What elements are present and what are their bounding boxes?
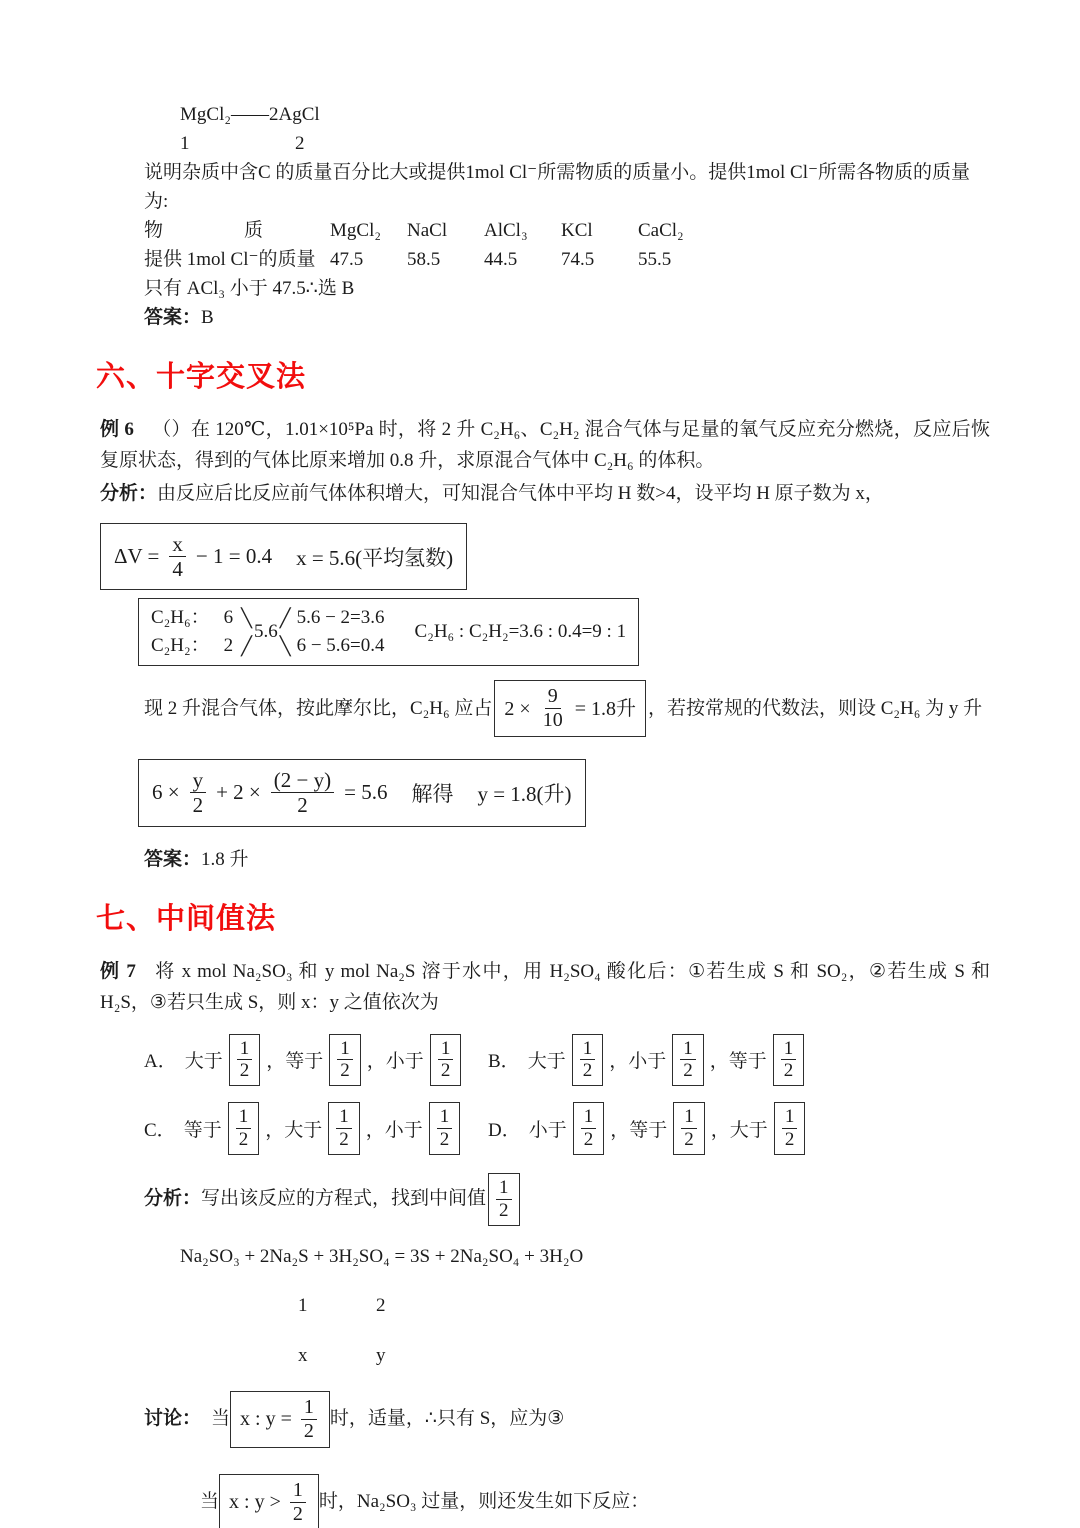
fraction-denominator: 2 [439, 1129, 450, 1151]
fraction-numerator: 1 [290, 1479, 306, 1503]
fraction-numerator: 1 [782, 1106, 798, 1129]
mass-row-label [144, 245, 330, 274]
fraction-numerator: 1 [580, 1038, 596, 1061]
half-fraction-box [673, 1102, 705, 1155]
fraction-denominator: 2 [303, 1419, 314, 1442]
fraction-denominator: 2 [340, 1060, 350, 1082]
formula-2-t4: 解得 [411, 781, 454, 806]
fraction-numerator: x [169, 532, 186, 557]
comma: ， [366, 1051, 386, 1073]
comma: ， [709, 1051, 729, 1073]
formula-2-wrapper [138, 759, 990, 826]
fraction-denominator: 10 [542, 709, 563, 732]
fraction-denominator: 4 [172, 557, 183, 582]
half-fraction-box [672, 1034, 704, 1087]
cross-differences-column [297, 604, 385, 660]
diagonal-down-icon: ╲ [241, 608, 252, 629]
half-fraction-box [488, 1173, 520, 1226]
discussion-line-2 [200, 1474, 990, 1528]
discussion-2-post: 时，Na₂SO₃ 过量，则还发生如下反应： [318, 1491, 650, 1513]
fraction-y-over-2 [190, 768, 207, 817]
option-c-label: C． [144, 1120, 176, 1142]
option-c-op3: 小于 [384, 1120, 423, 1142]
mole-box-pre: 2 × [504, 697, 531, 720]
mass-cell: 74.5 [561, 249, 595, 270]
analysis-label: 分析： [144, 1188, 202, 1210]
option-b-label: B． [488, 1051, 520, 1073]
example-7-analysis [144, 1173, 990, 1226]
mass-cell: 55.5 [638, 249, 672, 270]
fraction-1-over-2 [301, 1396, 317, 1443]
example-6-label: 例 6 [100, 419, 134, 440]
substance-cell: MgCl₂ [330, 220, 381, 241]
option-a-op3: 小于 [385, 1051, 424, 1073]
option-d-op1: 小于 [528, 1120, 567, 1142]
fraction-1-over-2 [290, 1479, 306, 1526]
substance-cell: CaCl₂ [638, 220, 684, 241]
fraction-x-over-4 [169, 532, 186, 581]
option-c-op1: 等于 [183, 1120, 222, 1142]
table-row-masses [144, 245, 990, 274]
cross-labels-column [151, 604, 210, 660]
comma: ， [609, 1051, 629, 1073]
mole-ratio-line [144, 680, 990, 737]
example-7-problem [100, 956, 990, 1018]
fraction-numerator: 1 [680, 1038, 696, 1061]
fraction-denominator: 2 [583, 1129, 594, 1151]
fraction-numerator: 1 [438, 1038, 454, 1061]
fraction-denominator: 2 [784, 1129, 795, 1151]
fraction-numerator: 1 [437, 1106, 453, 1129]
comma: ， [610, 1120, 630, 1142]
option-d-label: D． [488, 1120, 521, 1142]
option-d-op3: 大于 [729, 1120, 768, 1142]
table-row-substances [144, 216, 990, 245]
answer-value: 1.8 升 [201, 848, 249, 870]
discussion-2-pre: 当 [200, 1491, 220, 1513]
fraction-denominator: 2 [440, 1060, 451, 1082]
option-b-op3: 等于 [728, 1051, 767, 1073]
half-fraction-box [773, 1034, 805, 1087]
cross-right-diagonals [280, 604, 291, 660]
ratio-expression: x : y = [240, 1408, 292, 1431]
equation-coefficients [298, 1290, 990, 1321]
comma: ， [266, 1051, 286, 1073]
option-d-op2: 等于 [629, 1120, 668, 1142]
fraction-denominator: 2 [292, 1502, 303, 1525]
label-char-2: 质 [244, 220, 264, 241]
coef-1: 1 [180, 133, 190, 154]
mass-cell: 47.5 [330, 249, 364, 270]
discussion-1-post: 时，适量，∴只有 S，应为③ [329, 1408, 565, 1430]
variable-y: y [376, 1344, 386, 1366]
half-fraction-box [572, 1034, 604, 1087]
fraction-denominator: 2 [239, 1060, 250, 1082]
formula-2-t5: y = 1.8(升) [477, 781, 572, 806]
mass-cell: 44.5 [484, 249, 518, 270]
fraction-denominator: 2 [297, 793, 308, 818]
fraction-numerator: y [190, 768, 207, 793]
answer-label: 答案： [144, 307, 202, 328]
cross-bottom-difference: 6 − 5.6=0.4 [296, 635, 385, 657]
prev-answer-line [144, 303, 990, 332]
half-fraction-box [774, 1102, 806, 1155]
substance-cell: NaCl [407, 220, 448, 241]
diagonal-up-icon: ╱ [279, 608, 291, 629]
half-fraction-box [573, 1102, 605, 1155]
half-fraction-box [429, 1102, 461, 1155]
option-c-op2: 大于 [284, 1120, 323, 1142]
example-6-problem-text: （）在 120℃，1.01×10⁵Pa 时，将 2 升 C₂H₆、C₂H₂ 混合气体与足量的氧气反应充分燃烧，反应后恢复原状态，得到的气体比原来增加 0.8 升，求原混合气体中 C₂H₆ 的体积。 [100, 419, 990, 471]
cross-center-value: 5.6 [254, 621, 278, 643]
ratio-greater-box [219, 1474, 319, 1528]
fraction-numerator: 9 [545, 685, 561, 709]
prev-equation: MgCl₂——2AgCl [180, 104, 320, 125]
analysis-text: 由反应后比反应前气体体积增大，可知混合气体中平均 H 数>4，设平均 H 原子数为 x， [157, 483, 884, 504]
section-6-heading: 六、十字交叉法 [96, 361, 307, 393]
example-7-problem-text: 将 x mol Na₂SO₃ 和 y mol Na₂S 溶于水中，用 H₂SO₄ 酸化后：①若生成 S 和 SO₂，②若生成 S 和 H₂S，③若只生成 S，则 x：y 之值依次为 [100, 960, 990, 1013]
fraction-denominator: 2 [783, 1060, 794, 1082]
ratio-expression: x : y > [229, 1491, 281, 1514]
option-a [144, 1034, 488, 1087]
option-a-op1: 大于 [184, 1051, 223, 1073]
prev-equation-coefficients [180, 129, 990, 158]
variable-x: x [298, 1344, 308, 1366]
fraction-2-minus-y-over-2 [271, 768, 334, 817]
example-6-problem [100, 414, 990, 476]
option-a-label: A． [144, 1051, 177, 1073]
option-a-op2: 等于 [285, 1051, 324, 1073]
comma: ， [265, 1120, 285, 1142]
options-row-cd [144, 1102, 990, 1155]
formula-2-box [138, 759, 586, 826]
diagonal-down-icon: ╲ [279, 636, 291, 657]
comma: ， [710, 1120, 730, 1142]
prev-conclusion: 只有 ACl₃ 小于 47.5∴选 B [144, 278, 355, 299]
fraction-numerator: 1 [237, 1038, 253, 1061]
fraction-numerator: 1 [336, 1106, 352, 1129]
half-fraction-box [229, 1034, 261, 1087]
discussion-1-pre: 当 [211, 1408, 231, 1430]
formula-2-t3: = 5.6 [344, 780, 388, 805]
fraction-numerator: 1 [681, 1106, 697, 1129]
half-fraction-box [328, 1102, 360, 1155]
half-fraction-box [329, 1034, 361, 1087]
formula-2-t1: 6 × [152, 780, 180, 805]
mole-box-post: = 1.8升 [574, 697, 636, 720]
analysis-text: 写出该反应的方程式，找到中间值 [201, 1188, 487, 1210]
substance-cell: KCl [561, 220, 593, 241]
mass-cell: 58.5 [407, 249, 441, 270]
fraction-numerator: 1 [496, 1177, 512, 1200]
mass-row-label-text: 提供 1mol Cl⁻的质量 [144, 249, 316, 270]
cross-method-wrapper [100, 590, 990, 666]
prev-explain-text: 说明杂质中含C 的质量百分比大或提供1mol Cl⁻所需物质的质量小。提供1mol Cl⁻所需各物质的质量为: [144, 162, 971, 212]
fraction-numerator: 1 [781, 1038, 797, 1061]
cross-values-column [224, 604, 234, 660]
reaction-equation: Na₂SO₃ + 2Na₂S + 3H₂SO₄ = 3S + 2Na₂SO₄ + 3H₂O [180, 1245, 584, 1267]
fraction-denominator: 2 [684, 1129, 694, 1151]
analysis-label: 分析： [100, 483, 158, 504]
formula-1-box [100, 523, 467, 590]
example-6-answer-line [144, 845, 990, 874]
discussion-line-1 [144, 1391, 990, 1448]
fraction-numerator: 1 [301, 1396, 317, 1420]
cross-top-label: C₂H₆： [151, 607, 210, 629]
reaction-equation-block [180, 1242, 990, 1371]
fraction-denominator: 2 [683, 1060, 693, 1082]
formula-1-mid: − 1 = 0.4 [195, 544, 273, 569]
example-7-label: 例 7 [100, 960, 136, 982]
coefficient-1: 1 [298, 1294, 308, 1316]
answer-label: 答案： [144, 848, 202, 870]
formula-1-wrapper [100, 523, 990, 590]
cross-top-value: 6 [223, 607, 234, 629]
fraction-numerator: (2 − y) [271, 768, 334, 793]
half-fraction-box [430, 1034, 462, 1087]
fraction-denominator: 2 [499, 1199, 509, 1221]
option-c [144, 1102, 488, 1155]
substance-mass-table [144, 216, 990, 274]
section-7-heading: 七、中间值法 [96, 902, 277, 935]
substance-cell: AlCl₃ [484, 220, 528, 241]
ratio-equal-box [230, 1391, 330, 1448]
options-row-ab [144, 1034, 990, 1087]
cross-left-diagonals [241, 604, 252, 660]
answer-value: B [201, 307, 214, 328]
option-b-op1: 大于 [527, 1051, 566, 1073]
fraction-9-over-10 [540, 685, 566, 732]
cross-top-difference: 5.6 − 2=3.6 [296, 607, 385, 629]
fraction-numerator: 1 [581, 1106, 597, 1129]
fraction-numerator: 1 [236, 1106, 252, 1129]
table-header-label [144, 216, 330, 245]
example-6-analysis [100, 478, 990, 509]
mole-line-post: ，若按常规的代数法，则设 C₂H₆ 为 y 升 [647, 697, 983, 719]
formula-1-tail: x = 5.6(平均氢数) [296, 545, 454, 570]
cross-bottom-label: C₂H₂： [151, 635, 210, 657]
fraction-denominator: 2 [192, 793, 204, 818]
discussion-label: 讨论： [144, 1408, 202, 1430]
mole-calc-box [494, 680, 646, 737]
fraction-denominator: 2 [339, 1129, 349, 1151]
formula-2-t2: + 2 × [216, 780, 261, 805]
label-char-1: 物 [144, 220, 164, 241]
formula-1-pre: ΔV = [114, 544, 160, 569]
fraction-denominator: 2 [582, 1060, 593, 1082]
cross-method-box [138, 598, 639, 666]
fraction-numerator: 1 [337, 1038, 353, 1061]
diagonal-up-icon: ╱ [241, 636, 252, 657]
coefficient-2: 2 [376, 1294, 386, 1316]
equation-variables [298, 1340, 990, 1371]
half-fraction-box [228, 1102, 260, 1155]
coef-2: 2 [295, 133, 305, 154]
cross-result-ratio: C₂H₆ : C₂H₂=3.6 : 0.4=9 : 1 [414, 621, 627, 643]
option-b-op2: 小于 [628, 1051, 667, 1073]
option-b [488, 1034, 810, 1087]
comma: ， [365, 1120, 385, 1142]
option-d [488, 1102, 811, 1155]
mole-line-pre: 现 2 升混合气体，按此摩尔比，C₂H₆ 应占 [144, 697, 493, 719]
fraction-denominator: 2 [238, 1129, 249, 1151]
cross-bottom-value: 2 [223, 635, 234, 657]
